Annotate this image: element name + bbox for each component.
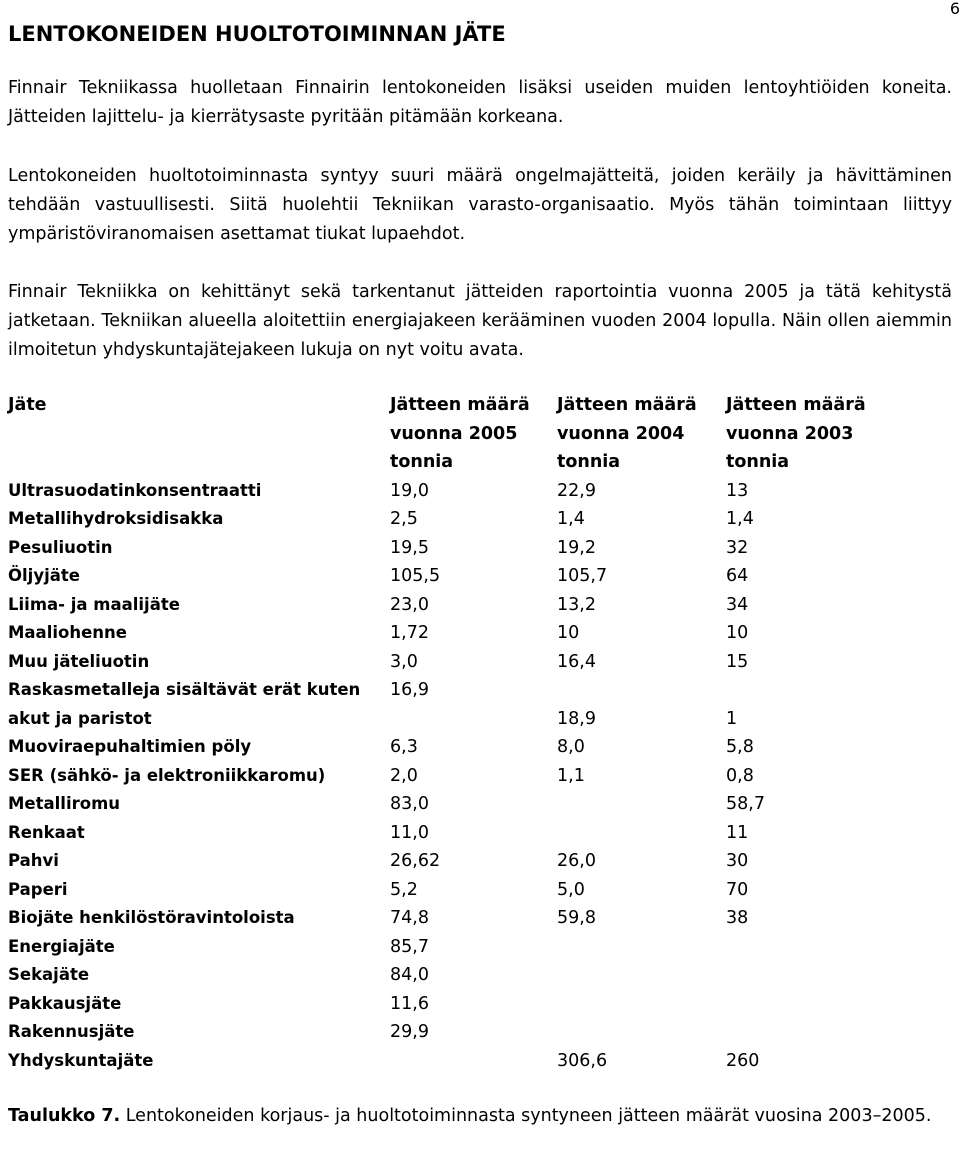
- amount-2004-cell: 10: [557, 623, 580, 643]
- amount-2004-cell: 1,1: [557, 765, 585, 786]
- table-row: [8, 904, 906, 933]
- waste-name-cell: Raskasmetalleja sisältävät erät kuten: [8, 680, 361, 699]
- caption-label: Taulukko 7.: [8, 1106, 121, 1126]
- waste-name-cell: Maaliohenne: [8, 623, 127, 642]
- table-row: [8, 990, 906, 1019]
- amount-2004-cell: 105,7: [557, 566, 608, 586]
- amount-2005-cell: 5,2: [390, 879, 418, 900]
- reporting-paragraph: Finnair Tekniikka on kehittänyt sekä tarkentanut jätteiden raportointia vuonna 2005 ja tätä kehitystä jatketaan. Tekniikan alueella aloitettiin energiajakeen kerääminen vuoden 2004 lopulla. Näin ollen aiemmin ilmoitetun yhdyskuntajätejakeen lukuja on nyt voitu avata.: [8, 282, 952, 360]
- amount-2003-cell: 10: [726, 623, 749, 643]
- waste-name-cell: Ultrasuodatinkonsentraatti: [8, 480, 262, 500]
- table-row: [8, 562, 906, 591]
- waste-name-cell: Metalliromu: [8, 794, 121, 813]
- table-row: [8, 705, 906, 734]
- amount-2005-cell: 105,5: [390, 566, 441, 586]
- amount-2004-cell: 306,6: [557, 1050, 608, 1071]
- amount-2004-cell: [557, 790, 726, 819]
- amount-2005-cell: 11,6: [390, 993, 429, 1014]
- intro-paragraph: Finnair Tekniikassa huolletaan Finnairin lentokoneiden lisäksi useiden muiden lentoyhtiöiden koneita. Jätteiden lajittelu- ja kierrätysaste pyritään pitämään korkeana.: [8, 78, 952, 127]
- amount-2003-cell: 1,4: [726, 509, 754, 529]
- table-row: [8, 619, 906, 648]
- section-heading: LENTOKONEIDEN HUOLTOTOIMINNAN JÄTE: [8, 22, 506, 46]
- amount-2005-cell: 23,0: [390, 594, 429, 615]
- table-row: [8, 733, 906, 762]
- waste-table-body: [8, 477, 906, 1076]
- waste-name-cell: Muoviraepuhaltimien pöly: [8, 737, 252, 756]
- amount-2004-cell: 16,4: [557, 651, 596, 672]
- amount-2005-cell: 19,0: [390, 480, 429, 501]
- amount-2005-cell: 6,3: [390, 737, 418, 757]
- waste-name-cell: Pesuliuotin: [8, 537, 113, 557]
- waste-name-cell: Renkaat: [8, 822, 85, 842]
- table-row: [8, 790, 906, 819]
- amount-2003-cell: 64: [726, 566, 749, 586]
- table-row: [8, 648, 906, 677]
- amount-2005-cell: 84,0: [390, 965, 429, 985]
- table-row: [8, 505, 906, 534]
- amount-2004-cell: 59,8: [557, 908, 596, 928]
- amount-2003-cell: 5,8: [726, 737, 754, 757]
- amount-2003-cell: 30: [726, 851, 749, 871]
- waste-table-header: [8, 391, 906, 477]
- waste-name-cell: Muu jäteliuotin: [8, 651, 150, 671]
- header-line: Jätteen määrä: [726, 395, 866, 415]
- waste-name-cell: Sekajäte: [8, 965, 90, 984]
- amount-2004-cell: 22,9: [557, 480, 596, 501]
- header-line: tonnia: [726, 452, 790, 472]
- header-line: Jätteen määrä: [390, 395, 530, 415]
- amount-2003-cell: 58,7: [726, 794, 765, 814]
- amount-2004-cell: [557, 990, 726, 1019]
- table-row: [8, 847, 906, 876]
- amount-2004-cell: 26,0: [557, 851, 596, 871]
- amount-2005-cell: 85,7: [390, 936, 429, 957]
- table-row: [8, 961, 906, 990]
- waste-name-cell: Biojäte henkilöstöravintoloista: [8, 908, 295, 927]
- amount-2005-cell: 2,0: [390, 765, 418, 786]
- header-line: tonnia: [390, 452, 454, 472]
- amount-2003-cell: 260: [726, 1050, 760, 1071]
- table-row: [8, 676, 906, 705]
- table-row: [8, 1018, 906, 1047]
- amount-2004-cell: 19,2: [557, 537, 596, 558]
- waste-name-cell: Metallihydroksidisakka: [8, 509, 224, 528]
- amount-2005-cell: 1,72: [390, 623, 429, 643]
- amount-2005-cell: 74,8: [390, 908, 429, 928]
- amount-2005-cell: 3,0: [390, 651, 418, 672]
- amount-2003-cell: 11: [726, 822, 749, 843]
- amount-2003-cell: [726, 1018, 906, 1047]
- amount-2005-cell: [390, 1047, 557, 1076]
- table-row: [8, 477, 906, 506]
- header-line: vuonna 2005: [390, 423, 518, 444]
- table-header-row: [8, 391, 906, 477]
- waste-name-cell: Liima- ja maalijäte: [8, 594, 180, 614]
- waste-name-cell: SER (sähkö- ja elektroniikkaromu): [8, 765, 326, 785]
- table-row: [8, 876, 906, 905]
- amount-2004-cell: [557, 819, 726, 848]
- table-row: [8, 1047, 906, 1076]
- amount-2004-cell: 18,9: [557, 708, 596, 729]
- amount-2005-cell: 83,0: [390, 794, 429, 814]
- amount-2003-cell: 34: [726, 594, 749, 615]
- header-line: Jäte: [8, 395, 47, 415]
- amount-2004-cell: [557, 933, 726, 962]
- amount-2004-cell: [557, 1018, 726, 1047]
- amount-2003-cell: [726, 961, 906, 990]
- waste-name-cell: akut ja paristot: [8, 708, 152, 728]
- waste-name-cell: Pakkausjäte: [8, 993, 122, 1013]
- amount-2004-cell: 13,2: [557, 594, 596, 615]
- waste-name-cell: Energiajäte: [8, 936, 115, 956]
- table-row: [8, 762, 906, 791]
- waste-name-cell: Rakennusjäte: [8, 1022, 135, 1041]
- amount-2003-cell: 38: [726, 908, 749, 928]
- header-amount-2005: [390, 391, 557, 477]
- table-row: [8, 819, 906, 848]
- amount-2004-cell: 8,0: [557, 737, 585, 757]
- amount-2003-cell: [726, 990, 906, 1019]
- amount-2004-cell: 1,4: [557, 509, 585, 529]
- table-row: [8, 591, 906, 620]
- amount-2004-cell: 5,0: [557, 879, 585, 900]
- amount-2005-cell: 16,9: [390, 680, 429, 700]
- header-line: vuonna 2004: [557, 423, 685, 444]
- header-waste-type: [8, 391, 390, 477]
- caption-text: Lentokoneiden korjaus- ja huoltotoiminnasta syntyneen jätteen määrät vuosina 2003–2005.: [125, 1106, 932, 1126]
- header-amount-2004: [557, 391, 726, 477]
- waste-name-cell: Öljyjäte: [8, 566, 80, 585]
- hazardous-waste-paragraph: Lentokoneiden huoltotoiminnasta syntyy suuri määrä ongelmajätteitä, joiden keräily ja hävittäminen tehdään vastuullisesti. Siitä huolehtii Tekniikan varasto-organisaatio. Myös tähän toimintaan liittyy ympäristöviranomaisen asettamat tiukat lupaehdot.: [8, 166, 952, 244]
- header-line: tonnia: [557, 452, 621, 472]
- amount-2003-cell: 0,8: [726, 765, 754, 786]
- amount-2005-cell: [390, 705, 557, 734]
- amount-2005-cell: 11,0: [390, 822, 429, 843]
- waste-name-cell: Paperi: [8, 879, 68, 899]
- amount-2003-cell: 32: [726, 537, 749, 558]
- waste-table: [8, 391, 906, 1075]
- amount-2005-cell: 26,62: [390, 851, 441, 871]
- header-amount-2003: [726, 391, 906, 477]
- table-caption: [8, 1102, 952, 1131]
- amount-2003-cell: 70: [726, 879, 749, 900]
- page-number: 6: [949, 0, 960, 18]
- amount-2004-cell: [557, 676, 726, 705]
- header-line: Jätteen määrä: [557, 395, 697, 415]
- header-line: vuonna 2003: [726, 423, 854, 444]
- amount-2003-cell: 1: [726, 708, 738, 729]
- table-row: [8, 534, 906, 563]
- waste-name-cell: Yhdyskuntajäte: [8, 1050, 154, 1070]
- amount-2003-cell: [726, 933, 906, 962]
- amount-2003-cell: 13: [726, 480, 749, 501]
- amount-2004-cell: [557, 961, 726, 990]
- amount-2003-cell: [726, 676, 906, 705]
- amount-2003-cell: 15: [726, 651, 749, 672]
- waste-name-cell: Pahvi: [8, 851, 59, 870]
- amount-2005-cell: 29,9: [390, 1022, 429, 1042]
- amount-2005-cell: 2,5: [390, 509, 418, 529]
- table-row: [8, 933, 906, 962]
- amount-2005-cell: 19,5: [390, 537, 429, 558]
